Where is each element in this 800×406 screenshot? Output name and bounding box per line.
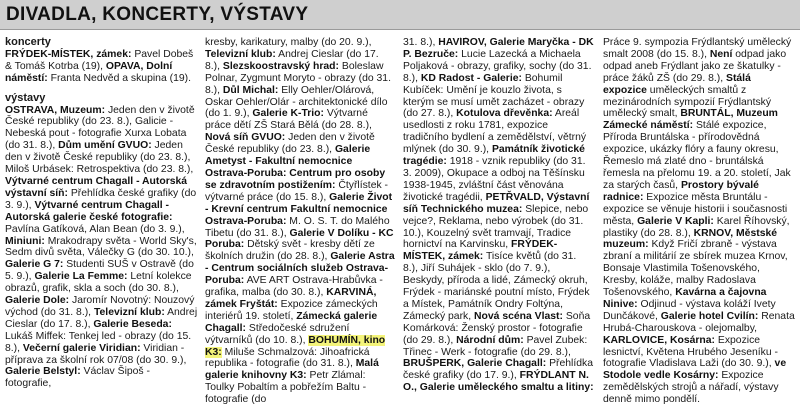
listing-text: Jeden den v životě České republiky (do 23. 8.),: [205, 132, 375, 156]
listing-text: Práce 9. sympozia Frýdlantský umělecký smalt 2008 (do 15. 8.),: [603, 37, 792, 60]
venue-name: Galerie G 7:: [5, 259, 64, 271]
listing-text: Václav Šipoš - fotografie,: [5, 366, 150, 390]
venue-name: Národní dům:: [456, 334, 524, 346]
listing-text: Lukáš Miffek: Tenkej led - obrazy (do 15. 8.),: [5, 330, 192, 354]
venue-name: Galerie Belstyl:: [5, 366, 81, 378]
listing-text: Čtyřlístek - výtvarné práce (do 15. 8.),: [205, 179, 389, 203]
listing-text: Jaromír Novotný: Nouzový východ (do 31. 8.),: [5, 295, 195, 318]
listing-text: Pavel Dobeš & Tomáš Kotrba (19),: [5, 48, 194, 72]
listing-text: Jeden den v životě České republiky (do 23. 8.), Galicie - Nebeská pout - fotografie Xurxa Lobata (do 31. 8.),: [5, 104, 195, 152]
venue-name: Galerie K-Trio:: [252, 108, 324, 120]
listing-text: Renata Hrubá-Charouskova - olejomalby,: [603, 310, 795, 334]
venue-name: Zámecká galerie Chagall:: [205, 310, 378, 334]
venue-name: Památník životické tragédie:: [403, 144, 585, 168]
listing-text: Když Fričí zbraně - výstava zbraní a militárií ze sbírek muzea Krnov, Bonsaje Vlastimila Tošenovského, Kresby, koláže, malby Radoslava Tošenovského,: [603, 239, 788, 299]
venue-name: Kotulova dřevěnka:: [456, 108, 553, 120]
listing-text: Miluše Schmalzová: Jihoafrická republika - fotografie (do 31. 8.),: [205, 346, 370, 370]
venue-name: KARLOVICE, Kosárna:: [603, 334, 716, 346]
listing-text: Slepice, nebo vejce?, Reklama, nebo výrobek (do 31. 10.), Kouzelný svět tramvají, Tradice hornictví na Karvinsku,: [403, 203, 589, 251]
venue-name: Slezskoostravský hrad:: [222, 60, 339, 72]
listing-text: Mrakodrapy světa - World Sky's, Sedm divů světa, Válečky G (do 30. 10.),: [5, 235, 197, 259]
listing-text: Expozice zámeckých interiérů 19. století,: [205, 298, 378, 322]
venue-name: Televizní klub:: [205, 48, 276, 60]
venue-name: KARVINÁ, zámek Fryštát:: [205, 287, 377, 310]
listing-text: Tisíce květů (do 31. 8.), Jiří Suhájek - sklo (do 7. 9.), Beskydy, příroda a lidé, Zámecký okruh, Frýdek - mariánské poutní místo, Frýdek a Místek, Památník Ondry Foltýna, Zámecký park,: [403, 251, 590, 322]
text-column-4: [603, 37, 797, 405]
venue-name: Dům umění GVUO:: [58, 140, 152, 152]
listing-text: Lucie Lazecká a Michaela Poljaková - obrazy, grafiky, sochy (do 31. 8.),: [403, 48, 592, 84]
text-column-1: [5, 37, 198, 405]
listing-text: Studenti SUŠ v Ostravě (do 5. 9.),: [5, 259, 194, 283]
text-column-3: [403, 37, 594, 405]
listing-text: Dětský svět - kresby dětí ze školních družin (do 28. 8.),: [205, 239, 375, 263]
listing-text: Franta Nedvěd a skupina (19).: [47, 72, 191, 84]
venue-name: Galerie V Kapli:: [637, 215, 714, 227]
listing-text: Viridian - příprava za školní rok 07/08 (do 30. 9.),: [5, 342, 187, 366]
venue-name: Galerie Astra - Centrum sociálních služeb Ostrava-Poruba:: [205, 251, 395, 287]
venue-name: Důl Michal:: [222, 84, 279, 96]
venue-name: Galerie hotel Cvilín:: [660, 310, 759, 322]
listing-text: Stálé expozice, Příroda Bruntálska - přírodovědná expozice, ukázky flóry a fauny okresu, Řemeslo má zlaté dno - bruntálská řemesla na přelomu 19. a 20. století, Jak za starých časů,: [603, 120, 791, 191]
listing-text: kresby, karikatury, malby (do 20. 9.),: [205, 37, 372, 48]
listing-text: 31. 8.),: [403, 37, 439, 48]
venue-name: FRÝDEK-MÍSTEK, zámek:: [403, 239, 558, 263]
venue-name: BOHUMÍN, kino K3:: [205, 334, 386, 358]
venue-name: HAVÍŘOV, Galerie Maryčka - DK P. Bezruče:: [403, 37, 594, 60]
listing-text: Boleslaw Polnar, Zygmunt Moryto - obrazy (do 31. 8.),: [205, 60, 391, 96]
listing-text: M. O. S. T. do Malého Tibetu (do 31. 8.),: [205, 215, 390, 239]
venue-name: Galerie Život - Krevní centrum Fakultní nemocnice Ostrava-Poruba:: [205, 191, 393, 227]
venue-name: Nová síň GVUO:: [205, 132, 286, 144]
listing-text: Jeden den v životě České republiky (do 23. 8.), Miloš Urbásek: Retrospektiva (do 23. 8.),: [5, 140, 194, 176]
text-column-2: [205, 37, 396, 405]
venue-name: Miniuni:: [5, 235, 45, 247]
venue-name: FRÝDEK-MÍSTEK, zámek:: [5, 48, 132, 60]
venue-name: Galerie Ametyst - Fakultní nemocnice Ostrava-Poruba: Centrum pro osoby se zdravotním postižením:: [205, 144, 386, 191]
listing-text: Expozice města Bruntálu - expozice se věnuje historii i současnosti města,: [603, 191, 788, 227]
venue-name: FRÝDLANT N. O., Galerie uměleckého smaltu a litiny:: [403, 370, 594, 394]
venue-name: Galerie La Femme:: [34, 271, 128, 283]
venue-name: Kavárna a čajovna Ninive:: [603, 287, 767, 310]
venue-name: Galerie Beseda:: [93, 318, 172, 330]
listing-text: odpad jako odpad aneb Frýdlant jako ze škatulky - práce žáků ZŠ (do 29. 8.),: [603, 48, 787, 84]
venue-name: BRUŠPERK, Galerie Chagall:: [403, 358, 547, 370]
listing-text: Přehlídka české grafiky (do 3. 9.),: [5, 187, 197, 211]
venue-name: BRUNTÁL, Muzeum Zámecké náměstí:: [603, 108, 778, 132]
listing-text: uměleckých smaltů z mezinárodních sympozií Frýdlantský umělecký smalt,: [603, 84, 772, 120]
section-header: [0, 0, 800, 30]
venue-name: OSTRAVA, Muzeum:: [5, 104, 106, 116]
venue-name: Galerie Dole:: [5, 295, 70, 307]
venue-name: Prostory bývalé radnice:: [603, 179, 759, 203]
listing-text: Expozice lesnictví, Květena Hrubého Jeseníku - fotografie Vladislava Laži (do 30. 9.),: [603, 334, 779, 370]
venue-name: KRNOV, Městské muzeum:: [603, 227, 778, 251]
listing-text: AVE ART Ostrava-Hrabůvka - grafika, malba (do 30. 8.),: [205, 275, 383, 299]
venue-name: KD Radost - Galerie:: [420, 72, 522, 84]
listing-text: Elly Oehler/Olárová, Oskar Oehler/Olár - architektonické dílo (do 1. 9.),: [205, 84, 388, 120]
venue-name: Výtvarné centrum Chagall - Autorská galerie české fotografie:: [5, 199, 173, 223]
listing-text: Areál usedlosti z roku 1781, expozice tradičního bydlení a zemědělství, větrný mlýnek (do 30. 9.),: [403, 108, 587, 156]
venue-name: Stálá expozice: [603, 72, 751, 96]
venue-name: Malá galerie knihovny K3:: [205, 358, 379, 382]
venue-name: Galerie V Dolíku - KC Poruba:: [205, 227, 394, 251]
venue-name: Televizní klub:: [93, 306, 165, 318]
listing-text: Karel Říhovský, plastiky (do 28. 8.),: [603, 215, 790, 239]
listing-text: Odjinud - výstava koláží Ivety Dunčákové,: [603, 298, 776, 322]
venue-name: Nová scéna Vlast:: [474, 310, 563, 322]
listing-text: Výtvarné práce dětí ZŠ Stará Bělá (do 28. 8.),: [205, 108, 372, 132]
listing-text: Pavel Zubek: Třinec - Werk - fotografie (do 29. 8.),: [403, 334, 588, 358]
listing-text: Petr Zlámal: Toulky Pobaltím a pobřežím Baltu - fotografie (do: [205, 370, 367, 405]
listing-text: Letní kolekce obrazů, grafik, skla a soch (do 30. 8.),: [5, 271, 192, 295]
venue-name: OPAVA, Dolní náměstí:: [5, 60, 173, 84]
listing-text: Bohumil Kubíček: Umění je kouzlo života, s kterým se musí umět zacházet - obrazy (do 27. 8.),: [403, 72, 585, 120]
listing-text: Andrej Cieslar (do 17. 8.),: [205, 48, 379, 72]
venue-name: ve Stodole vedle Kosárny:: [603, 358, 787, 382]
section-heading: koncerty: [5, 37, 51, 48]
listing-text: Andrej Cieslar (do 17. 8.),: [5, 306, 198, 330]
venue-name: Není: [709, 48, 733, 60]
listing-text: Středočeské sdružení výtvarníků (do 10. 8.),: [205, 322, 350, 346]
venue-name: PETŘVALD, Výstavní síň Technického muzea:: [403, 191, 590, 215]
section-heading: výstavy: [5, 91, 46, 104]
listing-text: Soňa Komárková: Ženský prostor - fotografie (do 29. 8.),: [403, 310, 591, 346]
listing-text: 1918 - vznik republiky (do 31. 3. 2009), Okupace a odboj na Těšínsku 1938-1945, zvláštní část věnována životické tragédii,: [403, 156, 586, 203]
venue-name: Večerní galerie Viridian:: [22, 342, 141, 354]
venue-name: Výtvarné centrum Chagall - Autorská výstavní síň:: [5, 175, 188, 199]
page-title: DIVADLA, KONCERTY, VÝSTAVY: [6, 4, 309, 25]
listing-text: Pavlína Gatíková, Alan Bean (do 3. 9.),: [5, 223, 185, 235]
listing-text: Expozice zemědělských strojů a nářadí, výstavy denně mimo pondělí.: [603, 370, 779, 405]
listing-text: Přehlídka české grafiky (do 17. 9.),: [403, 358, 593, 382]
